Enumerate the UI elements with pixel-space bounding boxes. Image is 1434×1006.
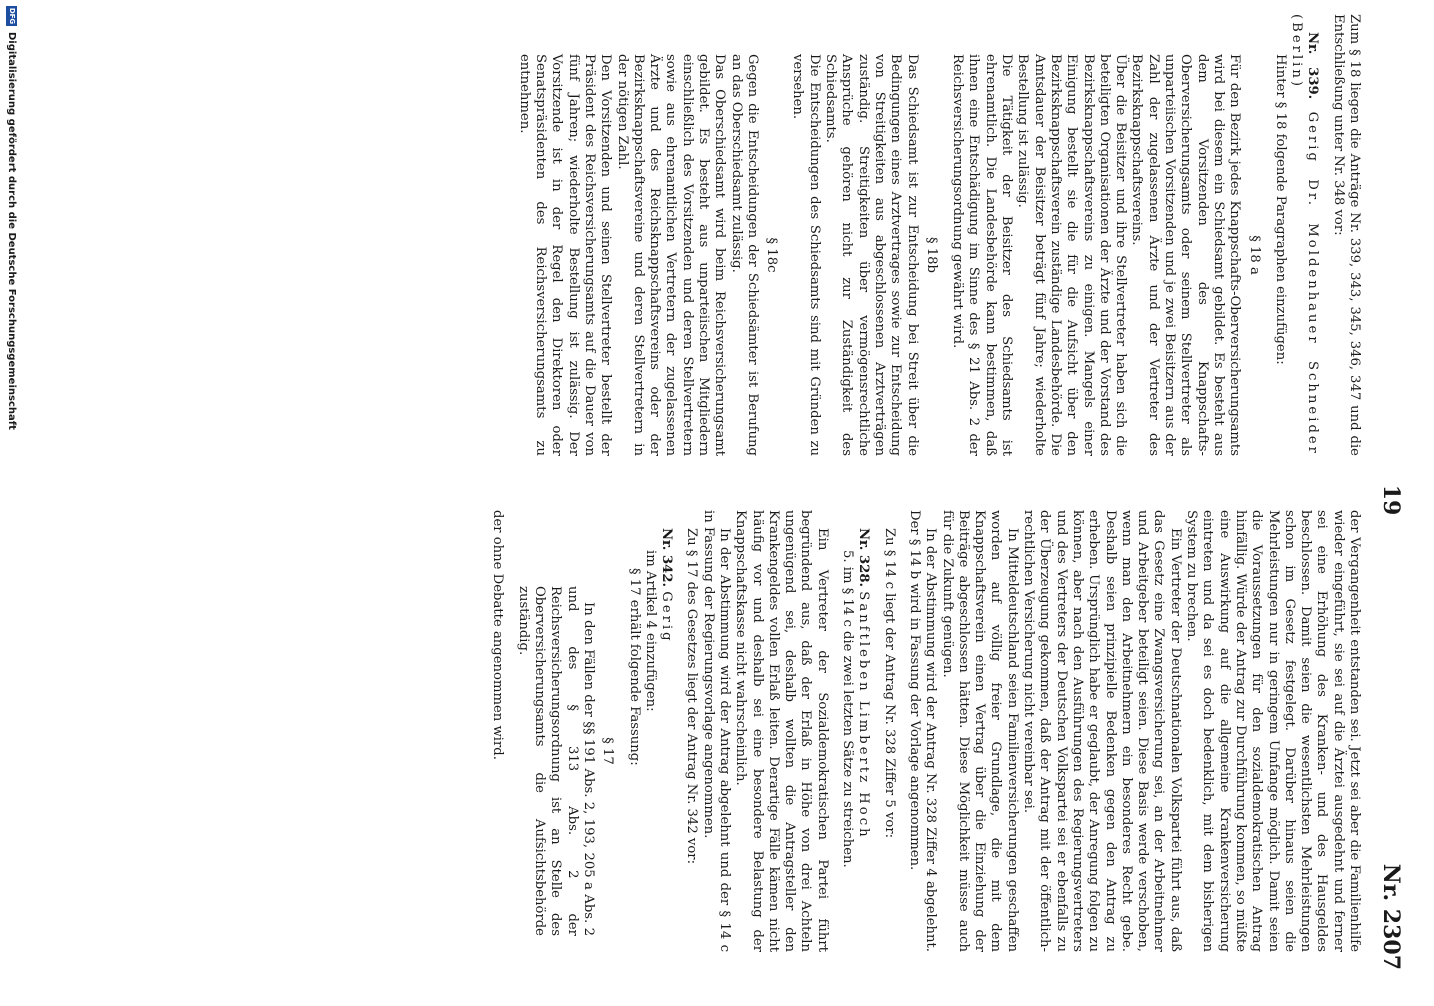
- dfg-logo-icon: DFG: [8, 7, 17, 25]
- right-column: [489, 510, 1362, 952]
- page-number: 19: [1378, 484, 1404, 516]
- quoted-provision: [514, 550, 595, 952]
- left-column: [515, 14, 1362, 456]
- document-number: Nr. 2307: [1378, 863, 1404, 970]
- digitization-credit: [0, 0, 22, 1006]
- motion-number: Nr. 328.: [856, 528, 872, 588]
- page-header: [1370, 0, 1404, 1000]
- motion-body: [515, 14, 1287, 456]
- motion-heading: [855, 510, 871, 952]
- motion-heading: [658, 510, 674, 952]
- paragraph: In der Abstimmung wird der Antrag Nr. 328 Ziffer 4 abgelehnt. Der § 14 b wird in Fassung der Vorlage angenommen.: [906, 510, 939, 952]
- motion-body: [839, 510, 855, 952]
- motion-342: [514, 510, 674, 952]
- paragraph: Die Tätigkeit der Beisitzer des Schiedsamts ist ehrenamtlich. Die Landesbehörde kann bestimmen, daß ihnen eine Entschädigung im Sinne des § 21 Abs. 2 der Reichsversicherungsordnung gewährt wird.: [950, 54, 1015, 456]
- section-heading: § 18 a: [1246, 235, 1262, 275]
- paragraph: Ein Vertreter der Sozialdemokratischen Partei führt begründend aus, daß der Erlaß in Höhe von drei Achteln ungenügend sei, deshalb wollten die Antragsteller den Krankengeldes vollen Erlaß leiten. Derartige Fälle kämen nicht häufig vor und deshalb sei eine besondere Belastung der Knappschaftskasse nicht wahrscheinlich.: [733, 510, 830, 952]
- paragraph: Das Oberschiedsamt wird beim Reichsversicherungsamt gebildet. Es besteht aus unparteiischen Mitgliedern einschließlich des Vorsitzenden und deren Stellvertretern sowie aus ehrenamtlichen Vertretern der zugelassenen Ärzte und des Reichsknappschaftsvereins oder der Bezirksknappschaftsvereine und deren Stellvertretern in der nötigen Zahl.: [614, 54, 728, 456]
- paragraph: Den Vorsitzenden und seinen Stellvertreter bestellt der Präsident des Reichsversicherungsamts auf die Dauer von fünf Jahren; wiederholte Bestellung ist zulässig. Der Vorsitzende ist in der Regel den Direktoren oder Senatspräsidenten des Reichsversicherungsamts zu entnehmen.: [516, 54, 614, 456]
- paragraph: Gegen die Entscheidungen der Schiedsämter ist Berufung an das Oberschiedsamt zulässig.: [728, 54, 760, 456]
- motion-instruction: Hinter § 18 folgende Paragraphen einzufügen:: [1272, 54, 1288, 365]
- motion-number: Nr. 339.: [1305, 32, 1321, 100]
- motion-signatories: Gerig Dr. Moldenhauer Schneider (Berlin): [1289, 14, 1321, 456]
- motion-heading: [1288, 14, 1321, 456]
- paragraph: In den Fällen der §§ 191 Abs. 2, 193, 205 a Abs. 2 und des § 313 Abs. 2 der Reichsversicherungsordnung ist an Stelle des Oberversicherungsamts die Aufsichtsbehörde zuständig.: [515, 586, 596, 936]
- paragraph: Über die Beisitzer und ihre Stellvertreter haben sich die beteiligten Organisationen der Ärzte und der Vorstand des Bezirksknappschaftsvereins zu einigen. Mangels einer Einigung bestellt sie die für die Aufsicht über den Bezirksknappschaftsverein zuständige Landesbehörde. Die Amtsdauer der Beisitzer beträgt fünf Jahre; wiederholte Bestellung ist zulässig.: [1015, 54, 1129, 456]
- section-heading: § 18c: [764, 237, 780, 273]
- paragraph: Zu § 17 des Gesetzes liegt der Antrag Nr. 342 vor:: [684, 528, 700, 865]
- motion-instruction: 5. im § 14 c die zwei letzten Sätze zu streichen.: [840, 550, 856, 868]
- motion-signatories: Sanftleben Limbertz Hoch: [856, 591, 872, 840]
- section-heading: § 18b: [923, 236, 939, 273]
- motion-339: [515, 14, 1320, 456]
- motion-instruction: § 17 erhält folgende Fassung:: [626, 568, 642, 766]
- paragraph: Das Schiedsamt ist zur Entscheidung bei Streit über die Bedingungen eines Arztvertrages sowie zur Entscheidung von Streitigkeiten aus abgeschlossenen Arztverträgen zuständig. Streitigkeiten über vermögensrechtliche Ansprüche gehören nicht zur Zuständigkeit des Schiedsamts.: [823, 54, 920, 456]
- paragraph: Die Entscheidungen des Schiedsamts sind mit Gründen zu versehen.: [790, 54, 822, 456]
- motion-body: [514, 510, 657, 952]
- paragraph: Ein Vertreter der Deutschnationalen Volkspartei führt aus, daß das Gesetz eine Zwangsversicherung sei, an der Arbeitnehmer und Arbeitgeber beteiligt seien. Diese Basis werde verschoben, wenn man den Arbeitnehmern ein besonderes Recht gebe. Deshalb seien prinzipielle Bedenken gegen den Antrag zu erheben. Ursprünglich habe er geglaubt, der Anregung folgen zu können, aber nach den Ausführungen des Regierungsvertreters und des Vertreters der Deutschen Volkspartei sei er ebenfalls zu der Überzeugung gekommen, daß der Antrag mit der öffentlich-rechtlichen Versicherung nicht vereinbar sei.: [1021, 510, 1183, 952]
- section-heading: § 17: [600, 737, 616, 765]
- paragraph: In der Abstimmung wird der Antrag abgelehnt und der § 14 c in Fassung der Regierungsvorlage angenommen.: [700, 510, 733, 952]
- paragraph: der Vergangenheit entstanden sei. Jetzt sei aber die Familienhilfe wieder eingeführt, sie sei auf die Ärztei ausgedehnt und ferner sei eine Erhöhung des Kranken- und des Hausgeldes beschlossen. Damit seien die wesentlichsten Mehrleistungen schon im Gesetz festgelegt. Darüber hinaus seien die Mehrleistungen nur in geringem Umfange möglich. Damit seien die Voraussetzungen für den sozialdemokratischen Antrag hinfällig. Würde der Antrag zur Durchführung kommen, so müßte eine Auswirkung auf die allgemeine Krankenversicherung eintreten und da sei es doch bedenklich, mit dem bisherigen System zu brechen.: [1184, 510, 1362, 952]
- motion-instruction: im Artikel 4 einzufügen:: [642, 550, 658, 712]
- motion-number: Nr. 342.: [659, 528, 675, 588]
- paragraph: der ohne Debatte angenommen wird.: [490, 510, 506, 760]
- paragraph: Für den Bezirk jedes Knappschafts-Oberversicherungsamts wird bei diesem ein Schiedsamt gebildet. Es besteht aus dem Vorsitzenden des Knappschafts-Oberversicherungsamts oder seinem Stellvertreter als unparteiischen Vorsitzenden und je zwei Beisitzern aus der Zahl der zugelassenen Ärzte und der Vertreter des Bezirksknappschaftsvereins.: [1129, 54, 1243, 456]
- paragraph: In Mitteldeutschland seien Familienversicherungen geschaffen worden auf völlig freier Grundlage, die mit dem Knappschaftsverein einen Vertrag über die Einziehung der Beiträge abgeschlossen hätten. Diese Möglichkeit müsse auch für die Zukunft genügen.: [939, 510, 1020, 952]
- credit-text: Digitalisierung gefördert durch die Deutsche Forschungsgemeinschaft: [6, 32, 17, 430]
- paragraph: Zum § 18 liegen die Anträge Nr. 339, 343, 345, 346, 347 und die Entschließung unter Nr. 348 vor:: [1330, 14, 1362, 456]
- motion-signatories: Gerig: [659, 591, 675, 644]
- paragraph: Zu § 14 c liegt der Antrag Nr. 328 Ziffer 5 vor:: [881, 528, 897, 839]
- motion-328: [839, 510, 872, 952]
